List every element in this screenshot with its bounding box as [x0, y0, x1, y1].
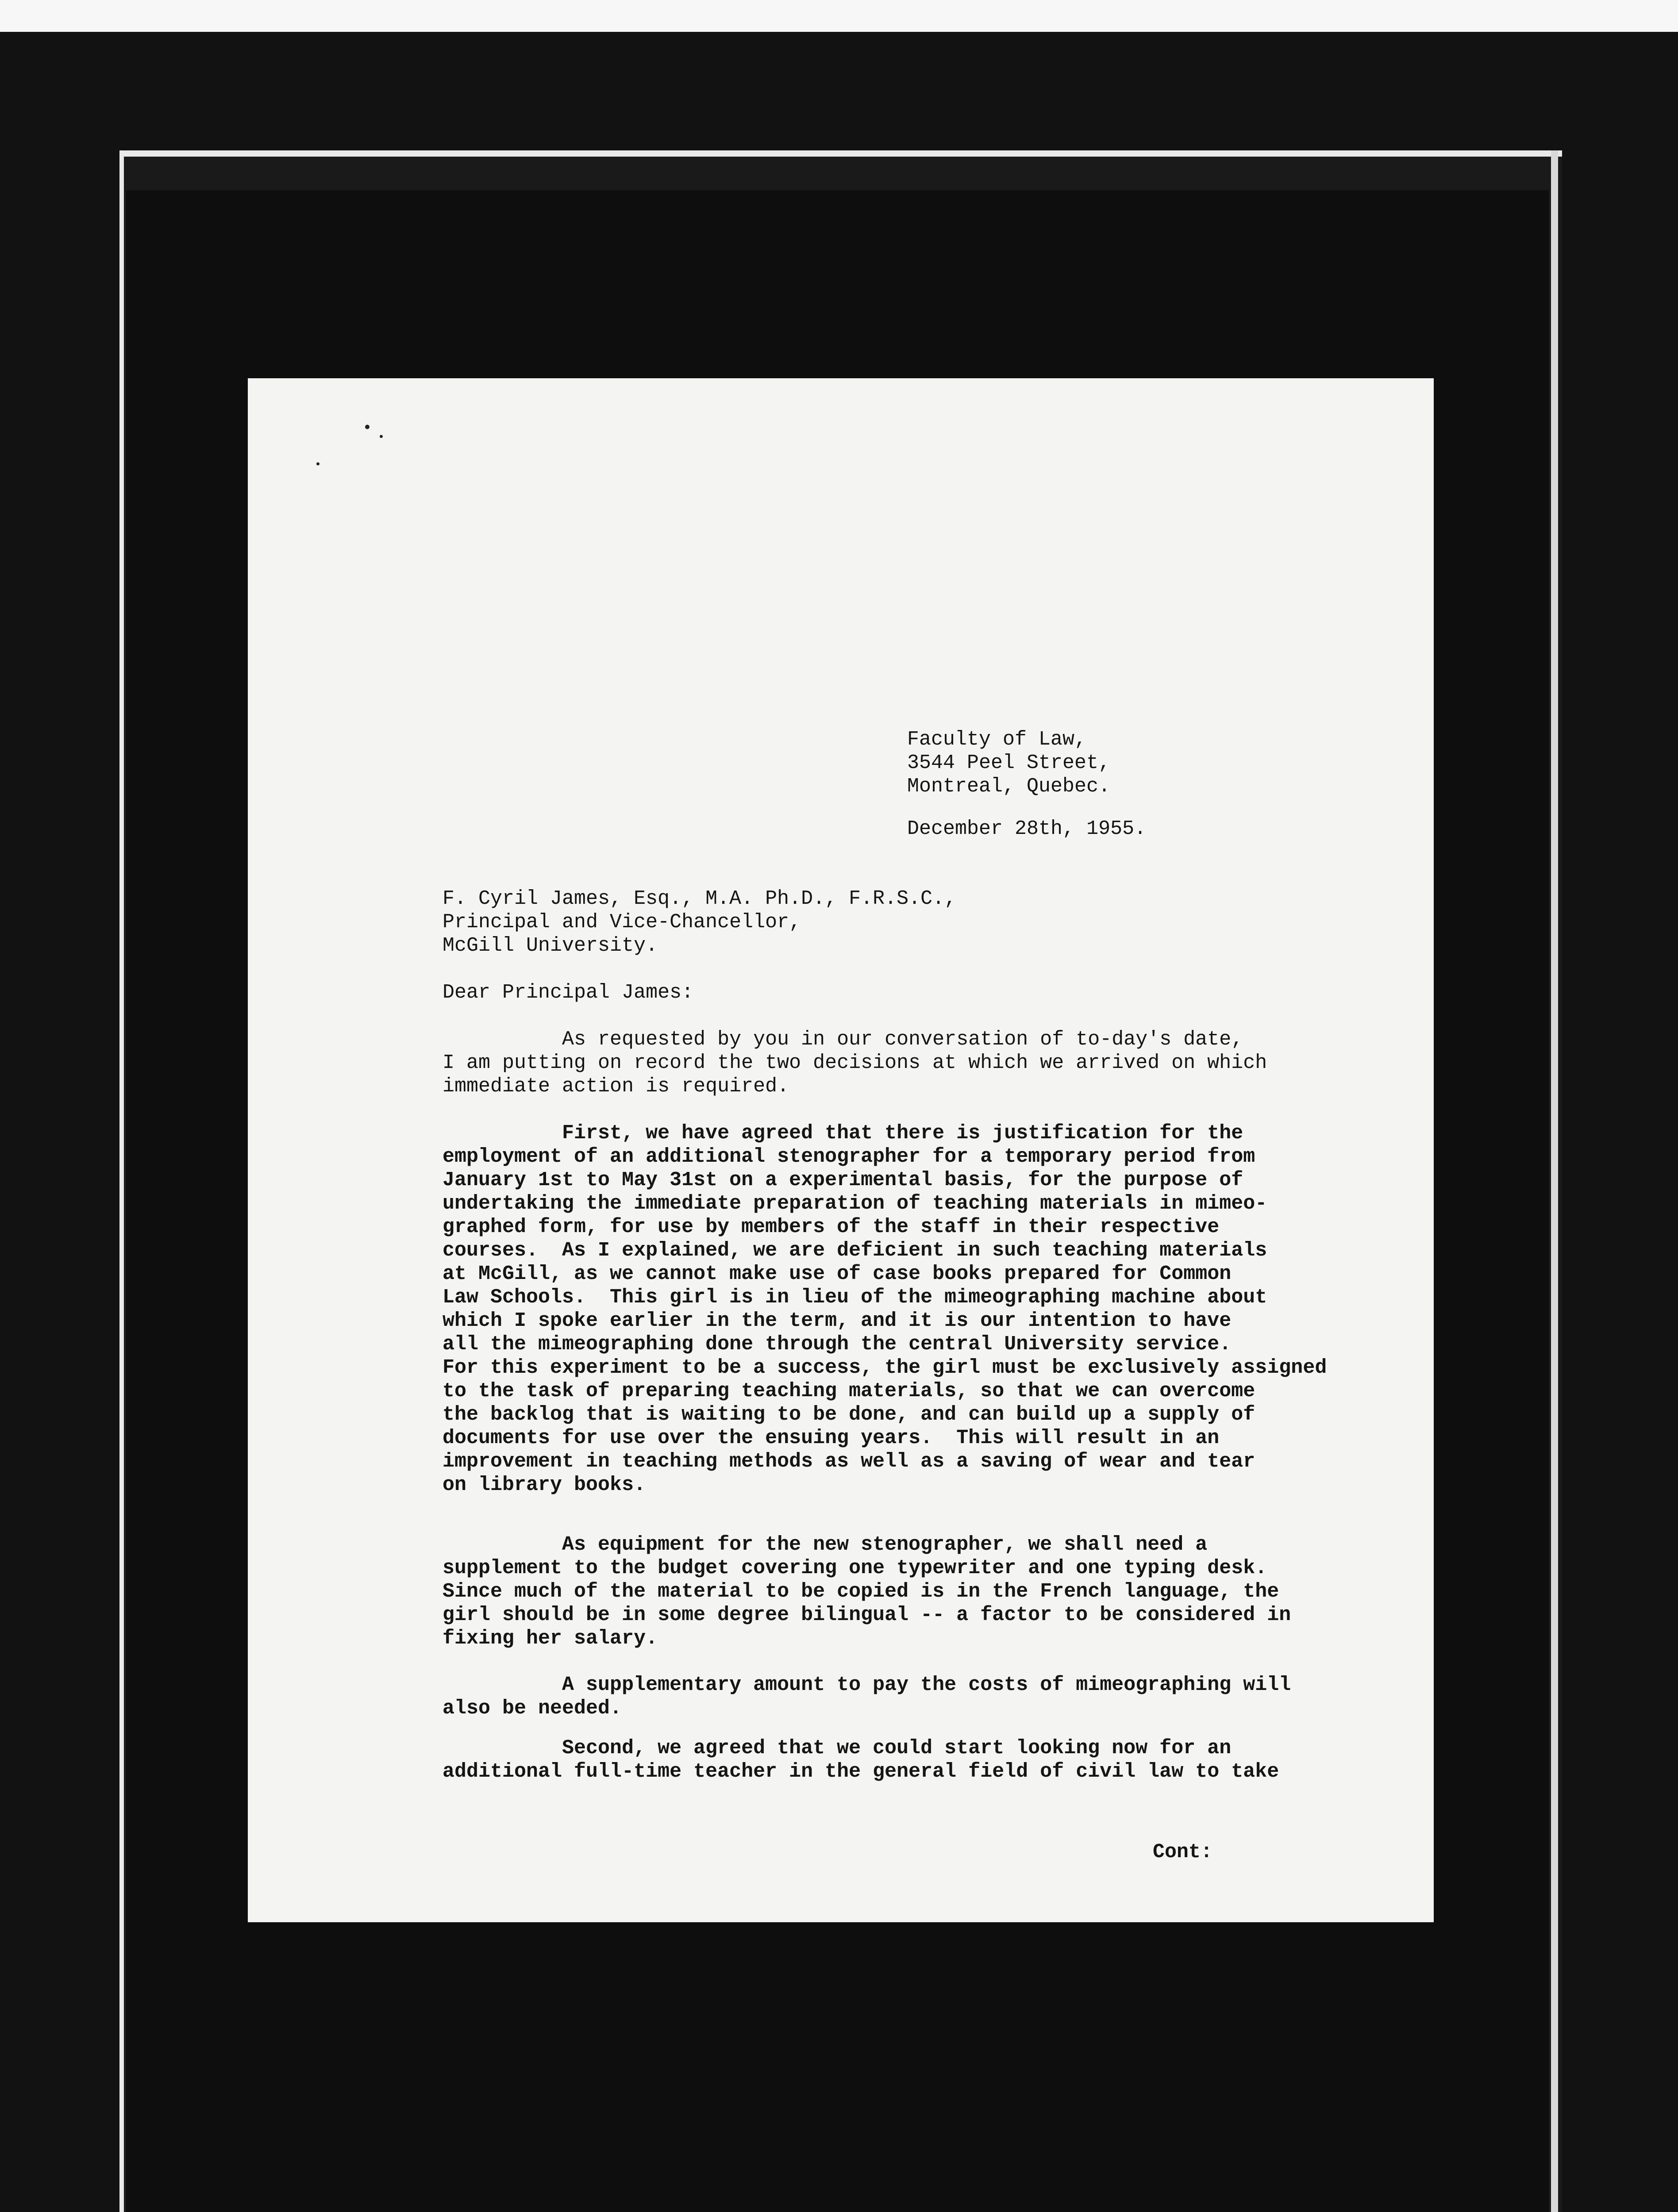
paper-speck: [365, 425, 369, 429]
paragraph-mimeograph-cost: A supplementary amount to pay the costs of mimeographing will also be needed.: [443, 1674, 1291, 1720]
microfilm-frame-edge: [1551, 150, 1558, 2212]
letter-date: December 28th, 1955.: [907, 818, 1147, 840]
film-top-edge: [0, 0, 1678, 32]
letter-page: [248, 378, 1434, 1922]
sender-address-line: Montreal, Quebec.: [907, 775, 1111, 798]
paragraph-first-decision: First, we have agreed that there is justification for the employment of an additional stenographer for a temporary period from January 1st to May 31st on a experimental basis, for the purpose of undertaking the immediate preparation of teaching materials in mimeo- graphed form, for use by members of the staff in their respective courses. As I explained, we are deficient in such teaching materials at McGill, as we cannot make use of case books prepared for Common Law Schools. This girl is in lieu of the mimeographing machine about which I spoke earlier in the term, and it is our intention to have all the mimeographing done through the central University service. For this experiment to be a success, the girl must be exclusively assigned to the task of preparing teaching materials, so that we can overcome the backlog that is waiting to be done, and can build up a supply of documents for use over the ensuing years. This will result in an improvement in teaching methods as well as a saving of wear and tear on library books.: [443, 1122, 1327, 1496]
paragraph-request: As requested by you in our conversation of to-day's date, I am putting on record the two decisions at which we arrived on which immediate action is required.: [443, 1028, 1267, 1098]
salutation: Dear Principal James:: [443, 981, 694, 1004]
recipient-line: Principal and Vice-Chancellor,: [443, 911, 801, 933]
paragraph-second-decision: Second, we agreed that we could start looking now for an additional full-time teacher in the general field of civil law to take: [443, 1737, 1279, 1783]
continuation-marker: Cont:: [1153, 1841, 1213, 1863]
sender-address-line: 3544 Peel Street,: [907, 752, 1111, 774]
paper-speck: [380, 435, 383, 438]
paragraph-equipment: As equipment for the new stenographer, we shall need a supplement to the budget covering one typewriter and one typing desk. Since much of the material to be copied is in the French language, the girl should be in some degree bilingual -- a factor to be considered in fixing her salary.: [443, 1533, 1291, 1650]
recipient-line: McGill University.: [443, 934, 658, 957]
sender-address-line: Faculty of Law,: [907, 728, 1087, 751]
paper-speck: [316, 462, 319, 465]
recipient-line: F. Cyril James, Esq., M.A. Ph.D., F.R.S.C.,: [443, 887, 957, 910]
